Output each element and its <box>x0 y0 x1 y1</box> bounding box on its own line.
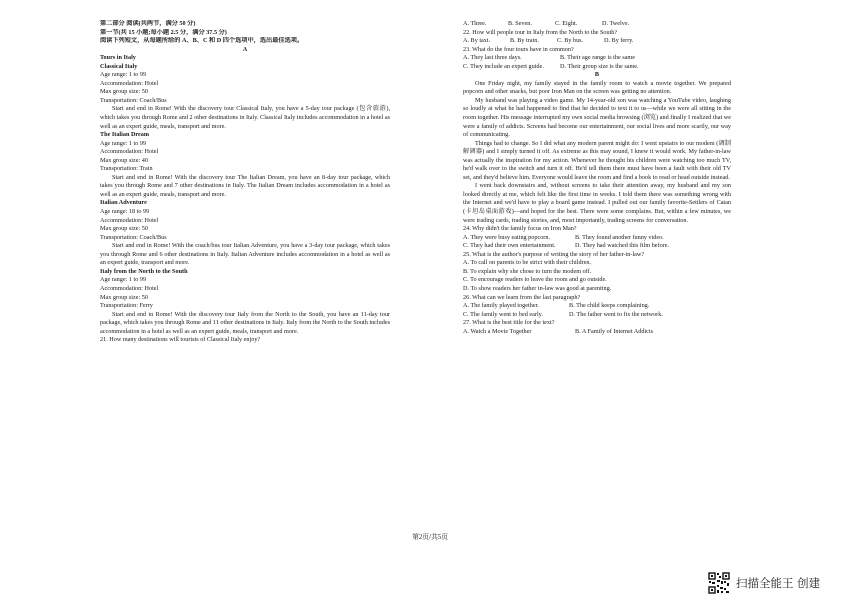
option: B. A Family of Internet Addicts <box>575 327 654 335</box>
tour-name: Italian Adventure <box>100 199 147 207</box>
q27-options-row1 <box>463 328 731 337</box>
tour-accommodation: Accommodation: Hotel <box>100 216 159 224</box>
right-column <box>463 20 731 336</box>
passage-b <box>463 80 731 225</box>
tour-transport: Transportation: Coach/Bus <box>100 233 167 241</box>
option: C. Eight. <box>555 20 578 27</box>
option: A. By taxi. <box>463 37 491 45</box>
tour-description: Start and end in Rome! With the discovery tour Classical Italy, you have a 5-day tour package (包含旅游), which takes you through Rome and 2 other destinations in Italy. Classical Italy includes accommodation in a hotel as well as an expert guide, meals, transport and more. <box>100 105 390 130</box>
question-26: 26. What can we learn from the last paragraph? <box>463 293 581 301</box>
tour-name: The Italian Dream <box>100 131 150 139</box>
tour-age: Age range: 18 to 99 <box>100 208 150 216</box>
q23-options-row1 <box>463 54 731 63</box>
tour-group-size: Max group size: 50 <box>100 88 148 96</box>
qr-code-icon <box>708 572 730 594</box>
option: A. They last three days. <box>463 54 522 62</box>
tour-age: Age range: 1 to 99 <box>100 71 147 79</box>
option: B. To explain why she chose to turn the modem off. <box>463 267 592 275</box>
option: C. To encourage readers to leave the room and go outside. <box>463 276 607 284</box>
option: B. By train. <box>510 37 539 45</box>
instruction: 阅读下列短文，从每题所给的 A、B、C 和 D 四个选项中，选出最佳选项。 <box>100 37 304 45</box>
tour-italian-adventure <box>100 199 390 267</box>
option: D. Their group size is the same. <box>560 62 639 70</box>
option: D. Twelve. <box>602 20 630 27</box>
passage-a-title: Tours in Italy <box>100 54 136 62</box>
tour-classical-italy <box>100 63 390 131</box>
question-27: 27. What is the best title for the text? <box>463 319 555 327</box>
tour-group-size: Max group size: 50 <box>100 225 148 233</box>
passage-a-label: A <box>242 45 248 53</box>
passage-b-label: B <box>594 71 600 79</box>
paragraph: I went back downstairs and, without screens to take their attention away, my husband and my son looked directly at me, which felt like the first time in weeks. I told them there was something wrong with the Internet and we'd have to play a board game instead. I pulled out our family favorite-Settlers of Catan (卡坦岛桌面游戏)—and hoped for the best. There were some complains. But, within a few minutes, we were trading cards, trading stories, and, most importantly, trading screens for conversation. <box>463 182 731 224</box>
question-23: 23. What do the four tours have in common? <box>463 45 574 53</box>
left-column <box>100 20 390 345</box>
paragraph: Things had to change. So I did what any modern parent might do: I went upstairs to our modem (调制解调器) and I simply turned it off. As extreme as this may sound, I knew it would work. My father-in-law was actually the inspiration for my action. Whenever he thought his children were watching too much TV, he'd walk over to the switch and turn it off. He'd tell them there must have been a fault with their old TV set, and they'd believe him. Everyone would leave the room and find a book to read or head outside instead. <box>463 139 731 181</box>
option: A. The family played together. <box>463 302 539 310</box>
tour-transport: Transportation: Train <box>100 165 153 173</box>
watermark-text: 扫描全能王 创建 <box>736 576 821 590</box>
q24-options-row1 <box>463 234 731 243</box>
tour-accommodation: Accommodation: Hotel <box>100 148 159 156</box>
q22-options <box>463 37 731 46</box>
tour-description: Start and end in Rome! With the discovery tour The Italian Dream, you have an 8-day tour package, which takes you through Rome and 7 other destinations in Italy. The Italian Dream includes accommodation in a hotel as well as an expert guide, meals, transport and more. <box>100 173 390 198</box>
option: D. By ferry. <box>604 37 634 45</box>
option: A. Watch a Movie Together <box>463 327 532 335</box>
option: D. To show readers her father in-law was good at parenting. <box>463 284 612 292</box>
question-22: 22. How will people tour in Italy from the North to the South? <box>463 28 618 36</box>
tour-transport: Transportation: Coach/Bus <box>100 96 167 104</box>
option: D. The father went to fix the network. <box>569 310 663 318</box>
tour-italian-dream <box>100 131 390 199</box>
q26-options-row1 <box>463 302 731 311</box>
tour-name: Italy from the North to the South <box>100 267 188 275</box>
option: C. They include an expert guide. <box>463 62 544 70</box>
option: B. They found another funny video. <box>575 233 664 241</box>
tour-group-size: Max group size: 40 <box>100 156 148 164</box>
paragraph: My husband was playing a video game. My 14-year-old son was watching a YouTube video, laughing so loudly at what he had happened to find that he decided to text it to us—while we were all sitting in the room together. His message interrupted my own social media browsing (浏览) and finally I realized that we were a family of addicts. Screens had become our entertainment, our social lives and more scarily, our way of communicating. <box>463 96 731 139</box>
tour-accommodation: Accommodation: Hotel <box>100 79 159 87</box>
question-24: 24. Why didn't the family focus on Iron Man? <box>463 225 577 233</box>
tour-transport: Transportation: Ferry <box>100 302 153 310</box>
option: D. They had watched this film before. <box>575 242 670 250</box>
tour-group-size: Max group size: 50 <box>100 293 148 301</box>
question-25: 25. What is the author's purpose of writing the story of her father-in-law? <box>463 250 645 258</box>
tour-accommodation: Accommodation: Hotel <box>100 284 159 292</box>
q23-options-row2 <box>463 63 731 72</box>
paragraph: One Friday night, my family stayed in the family room to watch a movie together. We prepared popcorn and other snacks, but poor Iron Man on the screen was getting no attention. <box>463 79 731 96</box>
option: B. Their age range is the same <box>560 54 635 62</box>
tour-age: Age range: 1 to 99 <box>100 139 147 147</box>
page-number: 第2页/共5页 <box>412 534 448 541</box>
tour-description: Start and end in Rome! With the coach/bus tour Italian Adventure, you have a 3-day tour package, which takes you through Rome and 6 other destinations in Italy. Italian Adventure includes accommodation in a hotel as well as an expert guide, transport and more. <box>100 242 390 267</box>
q21-options <box>463 20 731 29</box>
option: C. They had their own entertainment. <box>463 242 556 250</box>
q24-options-row2 <box>463 242 731 251</box>
option: C. By bus. <box>557 37 584 45</box>
section-header: 第二部分 阅读(共两节，满分 50 分) <box>100 20 196 27</box>
option: B. Seven. <box>508 20 532 27</box>
tour-description: Start and end in Rome! With the discovery tour Italy from the North to the South, you have an 11-day tour package, which takes you through Rome and 11 other destinations in Italy. Italy from the North to the South includes accommodation in a hotel as well as an expert guide, meals, transport and more. <box>100 310 390 335</box>
q26-options-row2 <box>463 311 731 320</box>
option: B. The child keeps complaining. <box>569 302 650 310</box>
tour-north-to-south <box>100 268 390 336</box>
section-sub: 第一节(共 15 小题;每小题 2.5 分，满分 37.5 分) <box>100 28 227 36</box>
tour-age: Age range: 1 to 99 <box>100 276 147 284</box>
option: C. The family went to bed early. <box>463 310 543 318</box>
tour-name: Classical Italy <box>100 62 138 70</box>
question-21: 21. How many destinations will tourists of Classical Italy enjoy? <box>100 336 261 344</box>
option: A. Three. <box>463 20 487 27</box>
scanner-watermark <box>708 572 820 594</box>
option: A. To call on parents to be strict with their children. <box>463 259 591 267</box>
option: A. They were busy eating popcorn. <box>463 233 551 241</box>
